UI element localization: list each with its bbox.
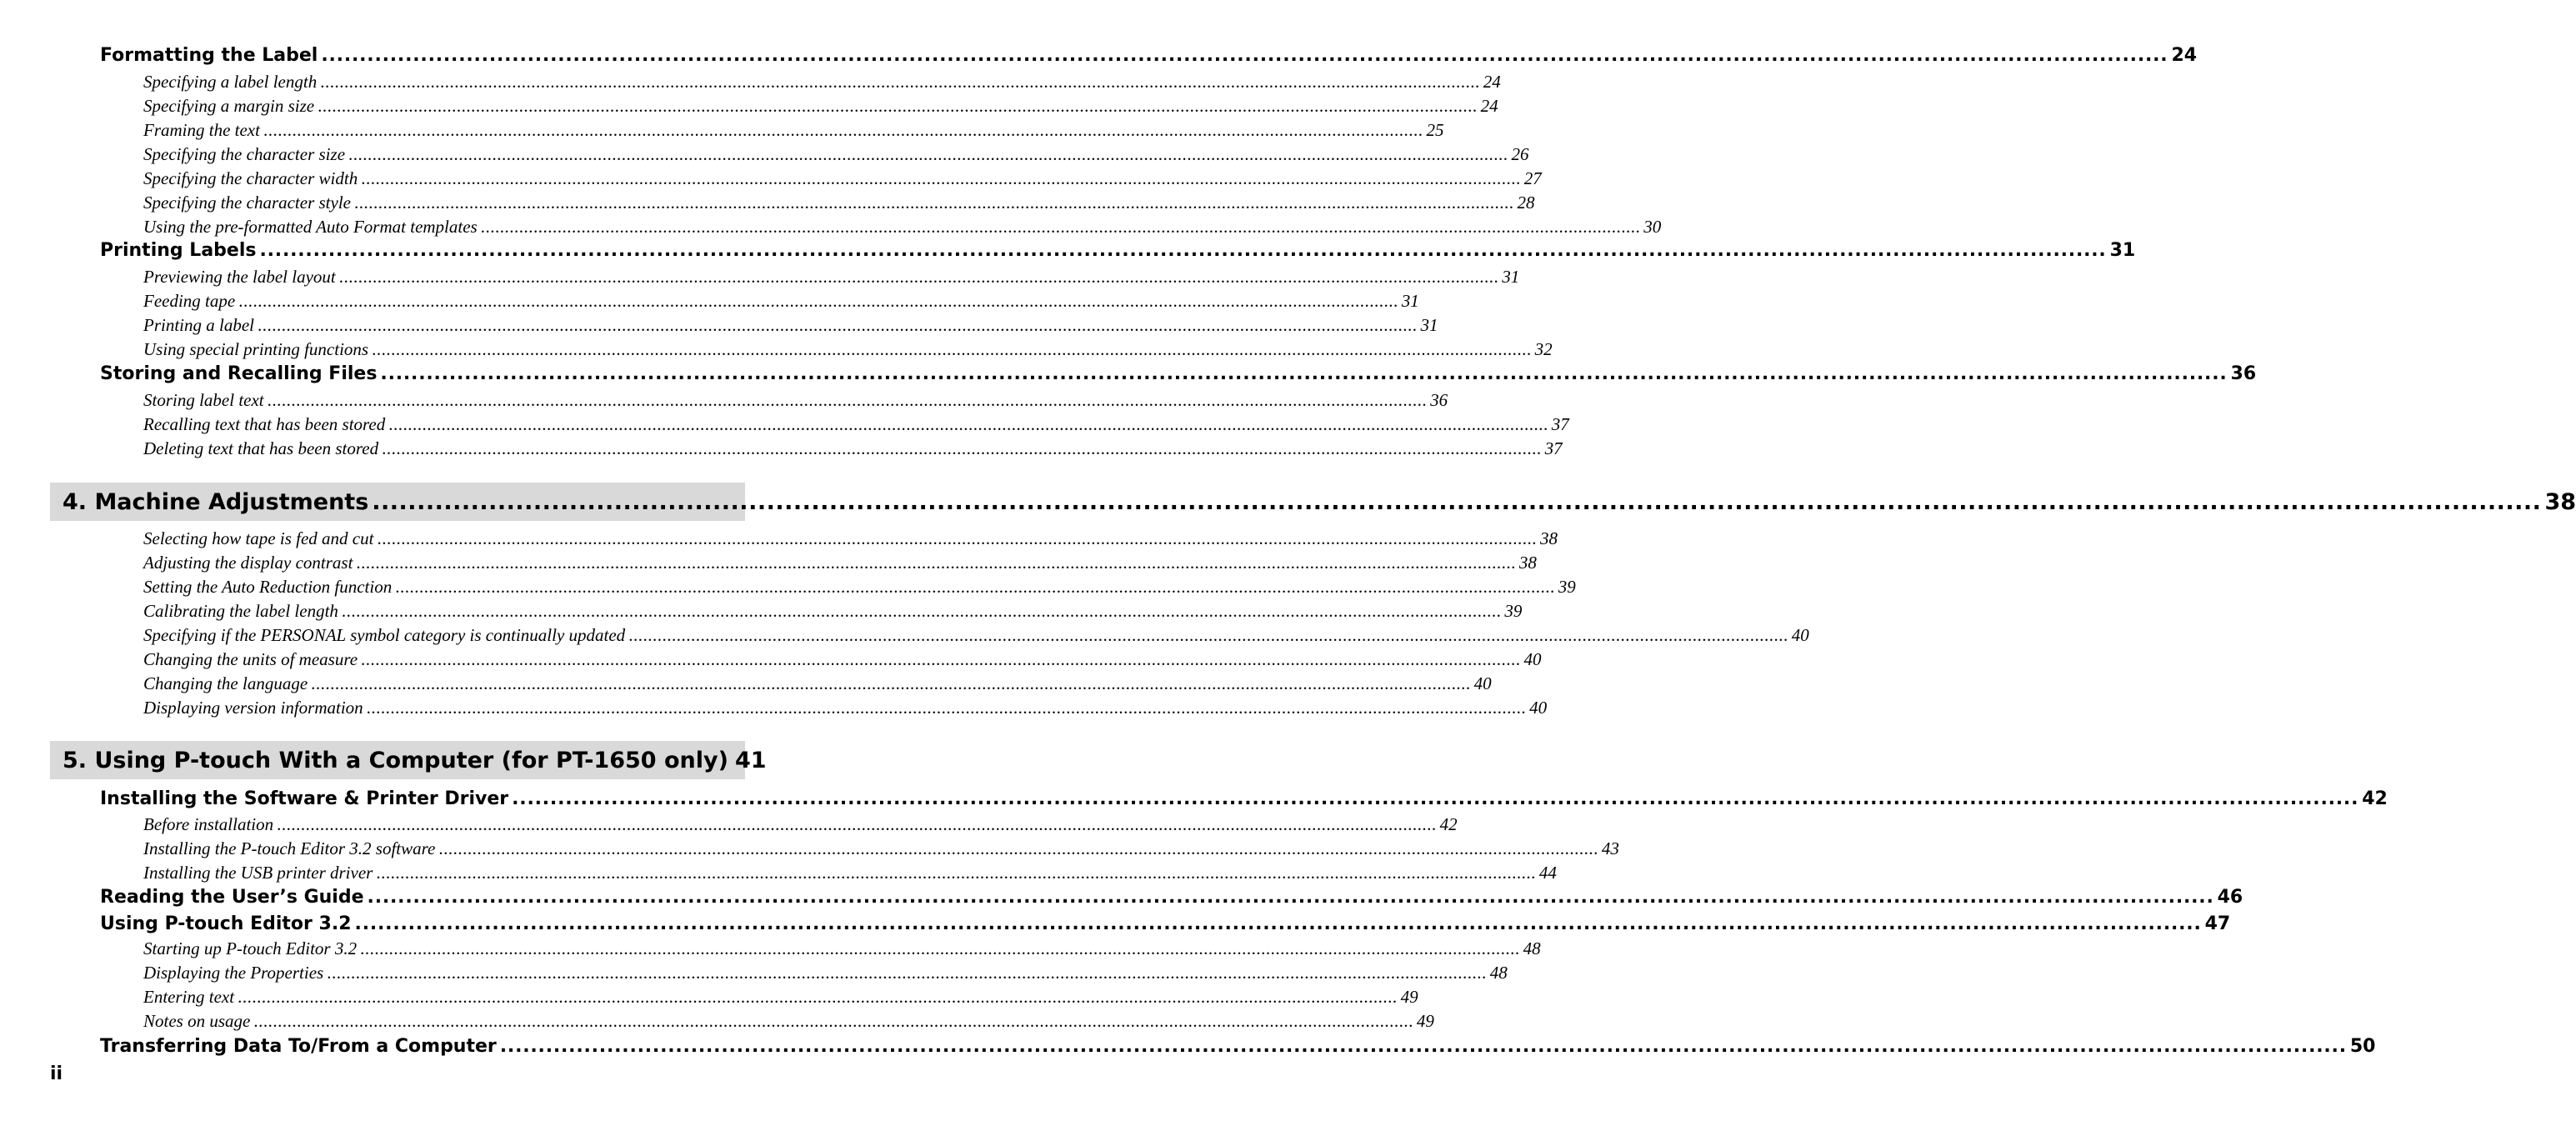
chapter-page: 41 [734,747,767,773]
toc-entry-page: 28 [1517,193,1535,213]
toc-entry-page: 49 [1400,987,1418,1007]
toc-entry-page: 39 [1504,601,1523,621]
toc-entry [143,625,1809,646]
toc-entry [143,838,1619,859]
toc-entry-title: Specifying if the PERSONAL symbol category is continually updated [143,625,626,645]
toc-entry-title: Installing the P-touch Editor 3.2 software [143,838,436,858]
toc-entry-page: 25 [1426,120,1444,140]
toc-entry-title: Calibrating the label length [143,601,338,621]
toc-section-title: Transferring Data To/From a Computer [100,1036,497,1057]
toc-entry [143,193,1535,213]
toc-section-title: Storing and Recalling Files [100,363,378,384]
toc-entry-title: Using special printing functions [143,339,369,359]
dot-leader: .................................................................................................................................................................................................................................................. [388,414,1548,434]
toc-section-page: 24 [2171,45,2198,66]
toc-entry [143,291,1419,312]
toc-entry-title: Changing the units of measure [143,649,358,669]
toc-entry-page: 31 [1420,315,1438,335]
toc-entry-title: Specifying a label length [143,72,318,92]
toc-entry-title: Deleting text that has been stored [143,438,379,458]
toc-entry-title: Displaying version information [143,698,363,718]
dot-leader: .................................................................................................................................................................................................................................................. [259,240,2107,261]
toc-entry-title: Framing the text [143,120,260,140]
toc-entry [143,987,1418,1008]
toc-entry-page: 31 [1502,267,1520,287]
dot-leader: .................................................................................................................................................................................................................................................. [277,814,1437,834]
toc-entry-title: Printing a label [143,315,254,335]
dot-leader: .................................................................................................................................................................................................................................................. [376,863,1536,883]
toc-section [100,45,2198,66]
toc-section-page: 42 [2362,788,2388,809]
dot-leader: .................................................................................................................................................................................................................................................. [320,72,1480,92]
dot-leader: .................................................................................................................................................................................................................................................. [267,390,1428,410]
toc-entry-title: Notes on usage [143,1011,251,1031]
chapter-title: 5. Using P-touch With a Computer (for PT-1650 only) [63,747,728,773]
toc-entry-page: 40 [1791,625,1809,645]
toc-entry [143,267,1520,288]
dot-leader: .................................................................................................................................................................................................................................................. [311,673,1471,693]
chapter-heading [63,483,2576,521]
toc-entry-title: Adjusting the display contrast [143,553,353,573]
toc-section-title: Reading the User’s Guide [100,887,364,908]
dot-leader: .................................................................................................................................................................................................................................................. [327,963,1487,983]
toc-entry-title: Recalling text that has been stored [143,414,386,434]
dot-leader: .................................................................................................................................................................................................................................................. [512,788,2359,809]
toc-section [100,913,2231,934]
toc-entry-page: 43 [1601,838,1619,858]
toc-section [100,788,2388,809]
toc-entry-title: Changing the language [143,673,308,693]
toc-section-title: Using P-touch Editor 3.2 [100,913,352,934]
toc-entry [143,168,1542,189]
dot-leader: .................................................................................................................................................................................................................................................. [360,938,1520,958]
toc-entry-page: 40 [1529,698,1548,718]
toc-entry-title: Before installation [143,814,274,834]
toc-entry-title: Entering text [143,987,235,1007]
toc-entry-page: 31 [1401,291,1419,311]
toc-entry [143,698,1548,718]
dot-leader: .................................................................................................................................................................................................................................................. [318,96,1478,116]
toc-entry-page: 38 [1518,553,1537,573]
dot-leader: .................................................................................................................................................................................................................................................. [372,488,2542,515]
toc-entry-page: 37 [1551,414,1569,434]
toc-entry-title: Specifying the character size [143,144,346,164]
chapter-title: 4. Machine Adjustments [63,488,369,515]
toc-entry [143,601,1523,622]
toc-entry-page: 27 [1523,168,1542,188]
page-number: ii [50,1063,63,1084]
toc-entry [143,577,1576,598]
toc-entry-page: 39 [1558,577,1576,597]
toc-entry [143,528,1558,549]
dot-leader: .................................................................................................................................................................................................................................................. [253,1011,1413,1031]
toc-entry-title: Selecting how tape is fed and cut [143,528,374,548]
dot-leader: .................................................................................................................................................................................................................................................. [354,913,2202,934]
dot-leader: .................................................................................................................................................................................................................................................. [377,528,1537,548]
toc-entry [143,339,1553,360]
dot-leader: .................................................................................................................................................................................................................................................. [356,553,1516,573]
toc-entry-page: 26 [1511,144,1529,164]
toc-entry-page: 48 [1523,938,1541,958]
toc-section-title: Printing Labels [100,240,257,261]
toc-entry-page: 42 [1439,814,1458,834]
toc-entry [143,673,1492,694]
toc-entry-page: 44 [1538,863,1557,883]
dot-leader: .................................................................................................................................................................................................................................................. [238,291,1398,311]
dot-leader: .................................................................................................................................................................................................................................................. [480,217,1641,237]
toc-entry-page: 24 [1483,72,1501,92]
toc-entry-page: 40 [1523,649,1542,669]
toc-entry-title: Specifying the character style [143,193,351,213]
dot-leader: .................................................................................................................................................................................................................................................. [395,577,1555,597]
toc-section-title: Formatting the Label [100,45,318,66]
dot-leader: .................................................................................................................................................................................................................................................. [366,698,1527,718]
dot-leader: .................................................................................................................................................................................................................................................. [238,987,1398,1007]
toc-entry [143,938,1541,959]
toc-entry [143,649,1542,670]
toc-entry [143,315,1438,336]
toc-entry-page: 48 [1489,963,1508,983]
dot-leader: .................................................................................................................................................................................................................................................. [438,838,1598,858]
toc-section-page: 31 [2109,240,2136,261]
toc-entry-title: Feeding tape [143,291,236,311]
toc-entry-page: 38 [1539,528,1558,548]
toc-entry [143,120,1444,141]
dot-leader: .................................................................................................................................................................................................................................................. [499,1036,2347,1057]
toc-entry [143,814,1458,835]
dot-leader: .................................................................................................................................................................................................................................................. [361,649,1521,669]
dot-leader: .................................................................................................................................................................................................................................................. [354,193,1514,213]
dot-leader: .................................................................................................................................................................................................................................................. [372,339,1532,359]
toc-entry [143,1011,1434,1032]
dot-leader: .................................................................................................................................................................................................................................................. [258,315,1418,335]
toc-entry [143,863,1557,883]
dot-leader: .................................................................................................................................................................................................................................................. [361,168,1521,188]
toc-section [100,240,2136,261]
chapter-heading [63,741,767,779]
dot-leader: .................................................................................................................................................................................................................................................. [263,120,1423,140]
toc-entry [143,96,1498,117]
toc-entry-page: 37 [1544,438,1563,458]
toc-entry-page: 40 [1473,673,1492,693]
toc-entry-page: 36 [1430,390,1448,410]
chapter-heading-bar [50,741,767,779]
toc-entry [143,438,1563,459]
toc-section [100,363,2257,384]
toc-entry-title: Installing the USB printer driver [143,863,373,883]
toc-entry-title: Specifying the character width [143,168,358,188]
toc-section [100,1036,2376,1057]
dot-leader: .................................................................................................................................................................................................................................................. [380,363,2228,384]
toc-entry-title: Setting the Auto Reduction function [143,577,393,597]
toc-entry-title: Specifying a margin size [143,96,315,116]
dot-leader: .................................................................................................................................................................................................................................................. [382,438,1542,458]
toc-entry [143,414,1569,435]
toc-section-page: 36 [2230,363,2257,384]
toc-entry [143,217,1662,238]
dot-leader: .................................................................................................................................................................................................................................................. [367,887,2214,908]
dot-leader: .................................................................................................................................................................................................................................................. [321,45,2168,66]
chapter-page: 38 [2544,488,2576,515]
toc-entry-page: 24 [1480,96,1498,116]
toc-section-page: 50 [2349,1036,2376,1057]
dot-leader: .................................................................................................................................................................................................................................................. [341,601,1502,621]
toc-section [100,887,2243,908]
dot-leader: .................................................................................................................................................................................................................................................. [348,144,1508,164]
toc-entry-title: Storing label text [143,390,264,410]
toc-section-page: 47 [2204,913,2231,934]
toc-entry-page: 49 [1416,1011,1434,1031]
toc-section-page: 46 [2217,887,2243,908]
toc-entry [143,553,1537,573]
toc-entry-title: Using the pre-formatted Auto Format templates [143,217,478,237]
toc-entry-title: Starting up P-touch Editor 3.2 [143,938,358,958]
dot-leader: .................................................................................................................................................................................................................................................. [628,625,1788,645]
dot-leader: .................................................................................................................................................................................................................................................. [338,267,1499,287]
toc-entry [143,963,1508,983]
toc-entry-title: Previewing the label layout [143,267,336,287]
toc-section-title: Installing the Software & Printer Driver [100,788,509,809]
toc-entry-page: 30 [1643,217,1662,237]
toc-entry [143,144,1529,165]
chapter-heading-bar [50,483,2576,521]
toc-entry-page: 32 [1534,339,1553,359]
toc-entry [143,72,1501,93]
toc-entry [143,390,1448,411]
toc-entry-title: Displaying the Properties [143,963,324,983]
